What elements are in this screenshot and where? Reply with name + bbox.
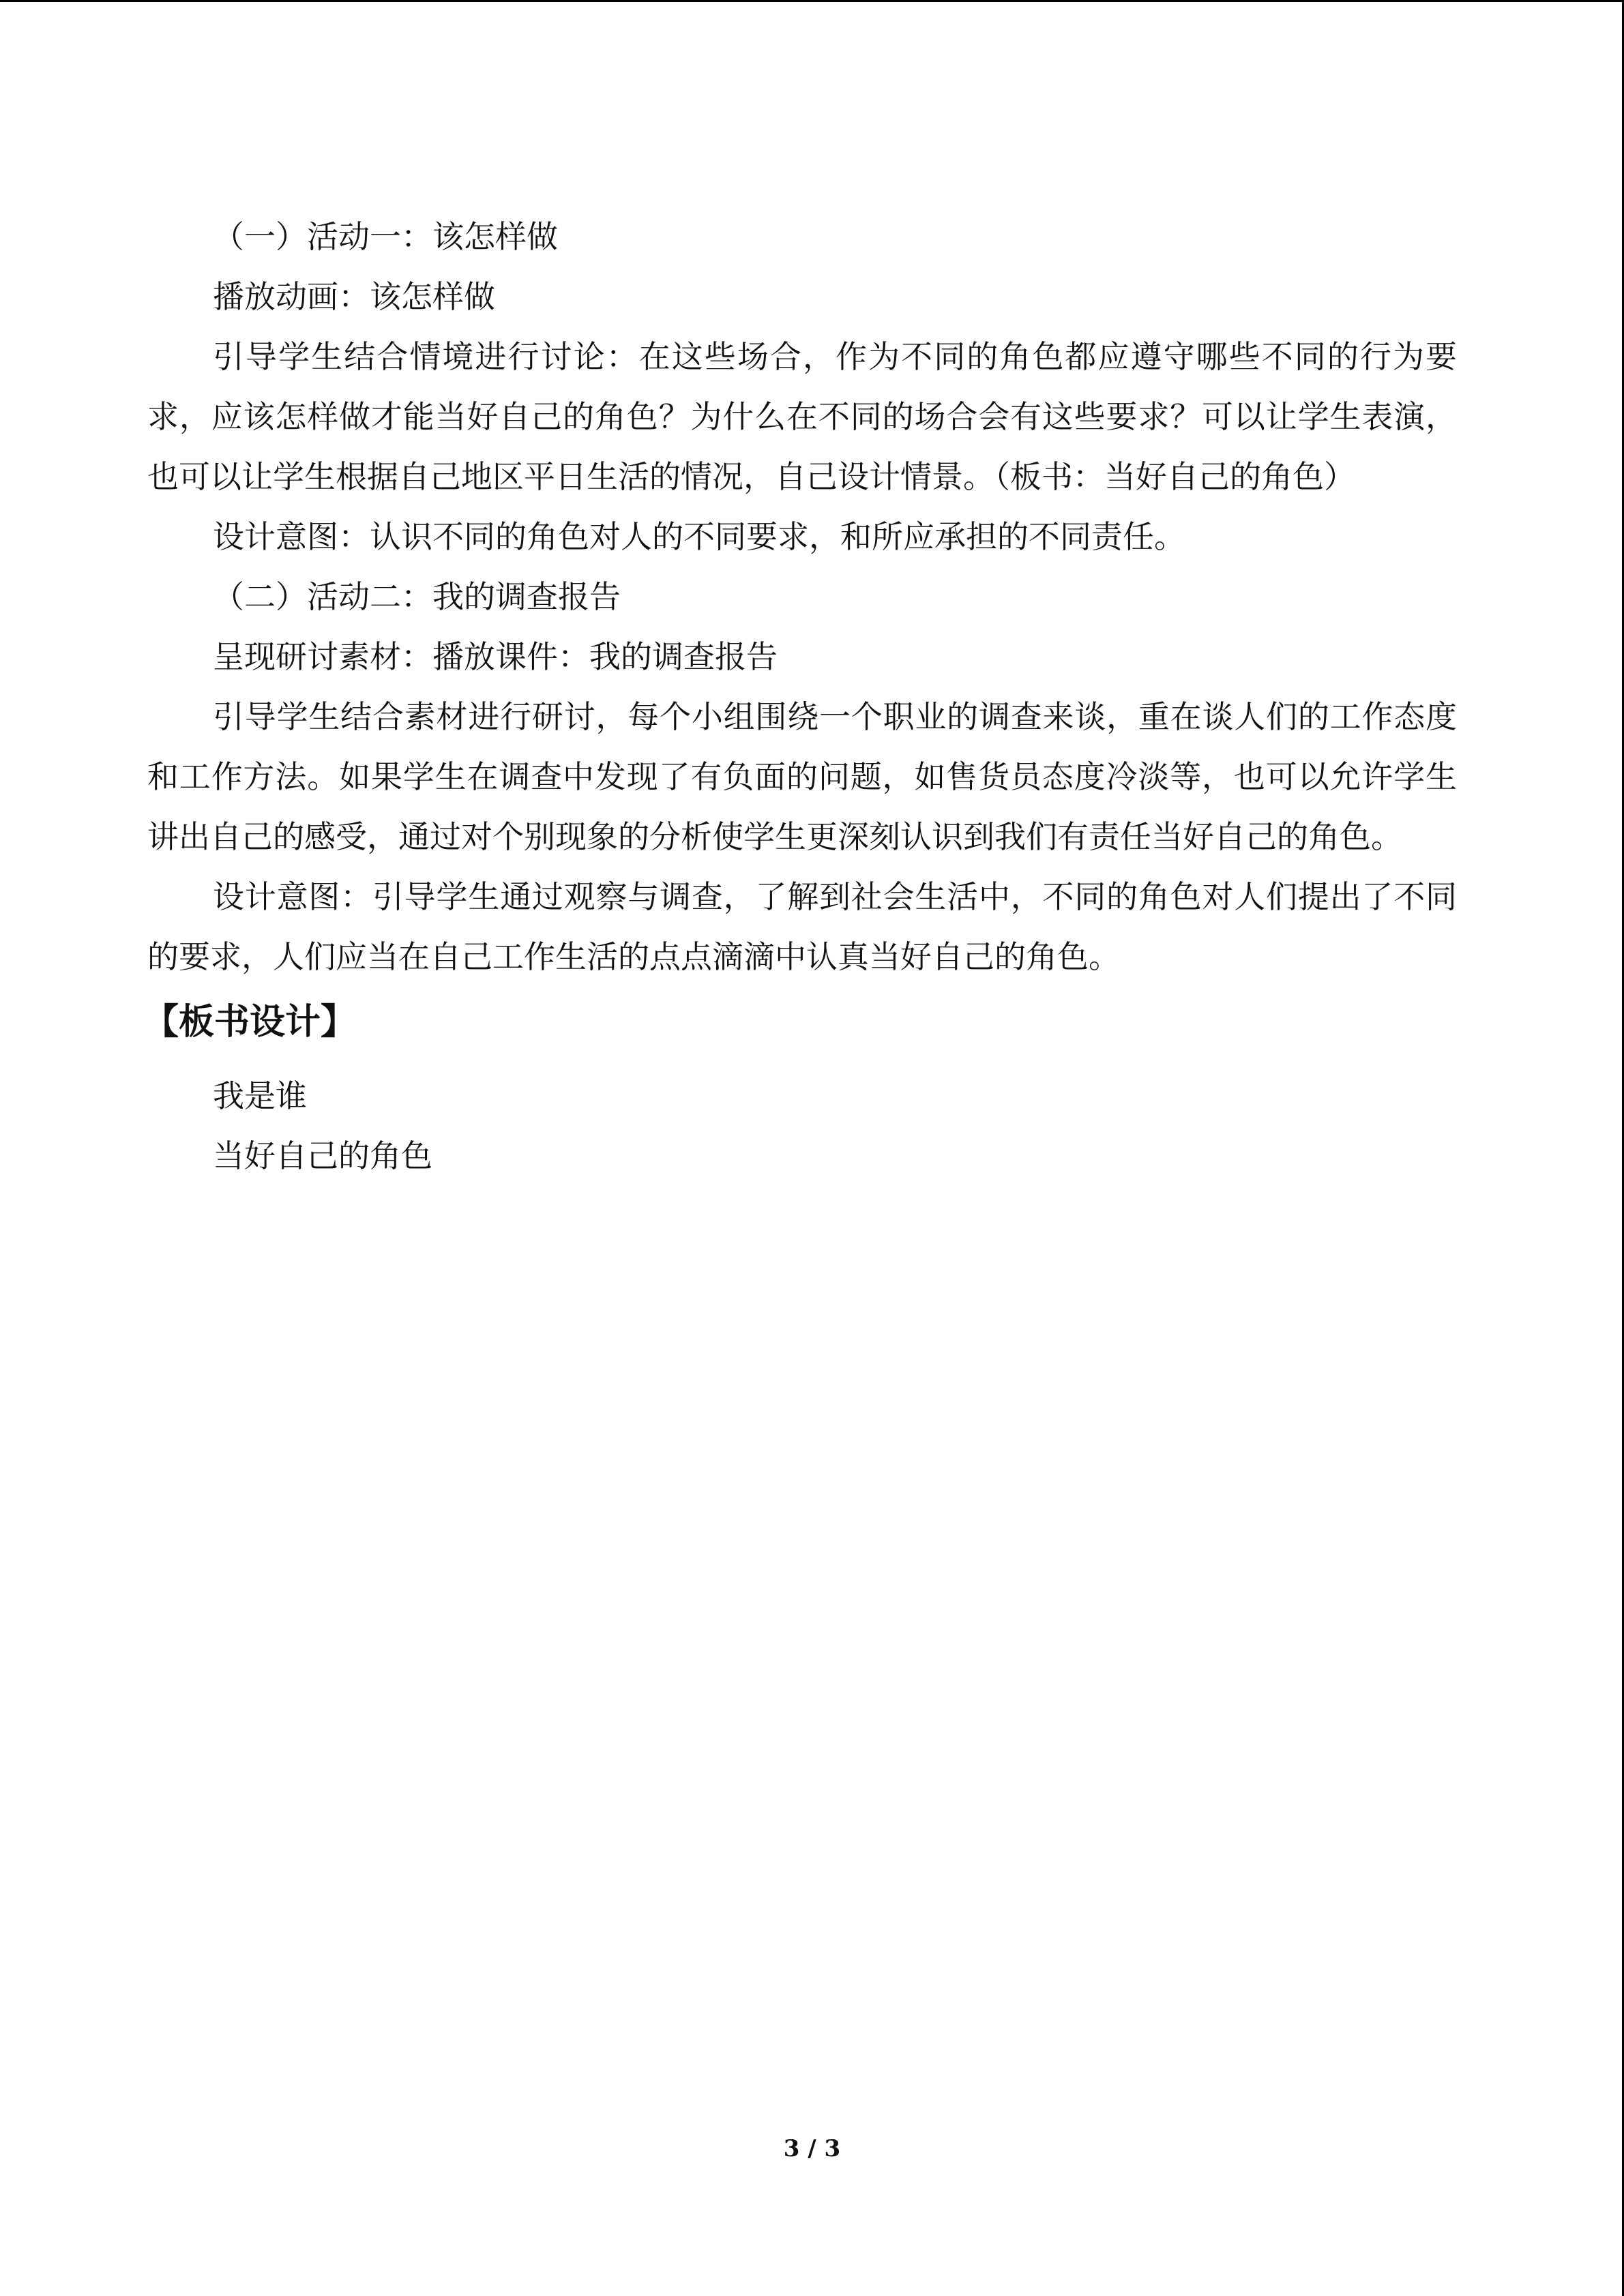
activity-two-title: （二）活动二：我的调查报告 bbox=[213, 578, 621, 615]
board-design-heading: 【板书设计】 bbox=[143, 1002, 357, 1043]
activity-one-animation: 播放动画：该怎样做 bbox=[213, 278, 495, 315]
activity-two-intent: 设计意图：引导学生通过观察与调查，了解到社会生活中，不同的角色对人们提出了不同的要求，人们应当在自己工作生活的点点滴滴中认真当好自己的角色。 bbox=[147, 878, 1457, 975]
activity-two-material: 呈现研讨素材：播放课件：我的调查报告 bbox=[213, 638, 778, 675]
activity-one-title: （一）活动一：该怎样做 bbox=[213, 218, 558, 255]
page-content bbox=[143, 207, 1457, 1186]
board-line-who-am-i: 我是谁 bbox=[213, 1077, 307, 1114]
board-line-role: 当好自己的角色 bbox=[213, 1137, 432, 1174]
page-number: 3 / 3 bbox=[783, 2135, 841, 2162]
activity-one-guidance: 引导学生结合情境进行讨论：在这些场合，作为不同的角色都应遵守哪些不同的行为要求，应该怎样做才能当好自己的角色？为什么在不同的场合会有这些要求？可以让学生表演，也可以让学生根据自己地区平日生活的情况，自己设计情景。（板书：当好自己的角色） bbox=[147, 338, 1457, 495]
activity-two-guidance: 引导学生结合素材进行研讨，每个小组围绕一个职业的调查来谈，重在谈人们的工作态度和工作方法。如果学生在调查中发现了有负面的问题，如售货员态度冷淡等，也可以允许学生讲出自己的感受，通过对个别现象的分析使学生更深刻认识到我们有责任当好自己的角色。 bbox=[147, 698, 1457, 855]
activity-one-intent: 设计意图：认识不同的角色对人的不同要求，和所应承担的不同责任。 bbox=[213, 518, 1185, 555]
